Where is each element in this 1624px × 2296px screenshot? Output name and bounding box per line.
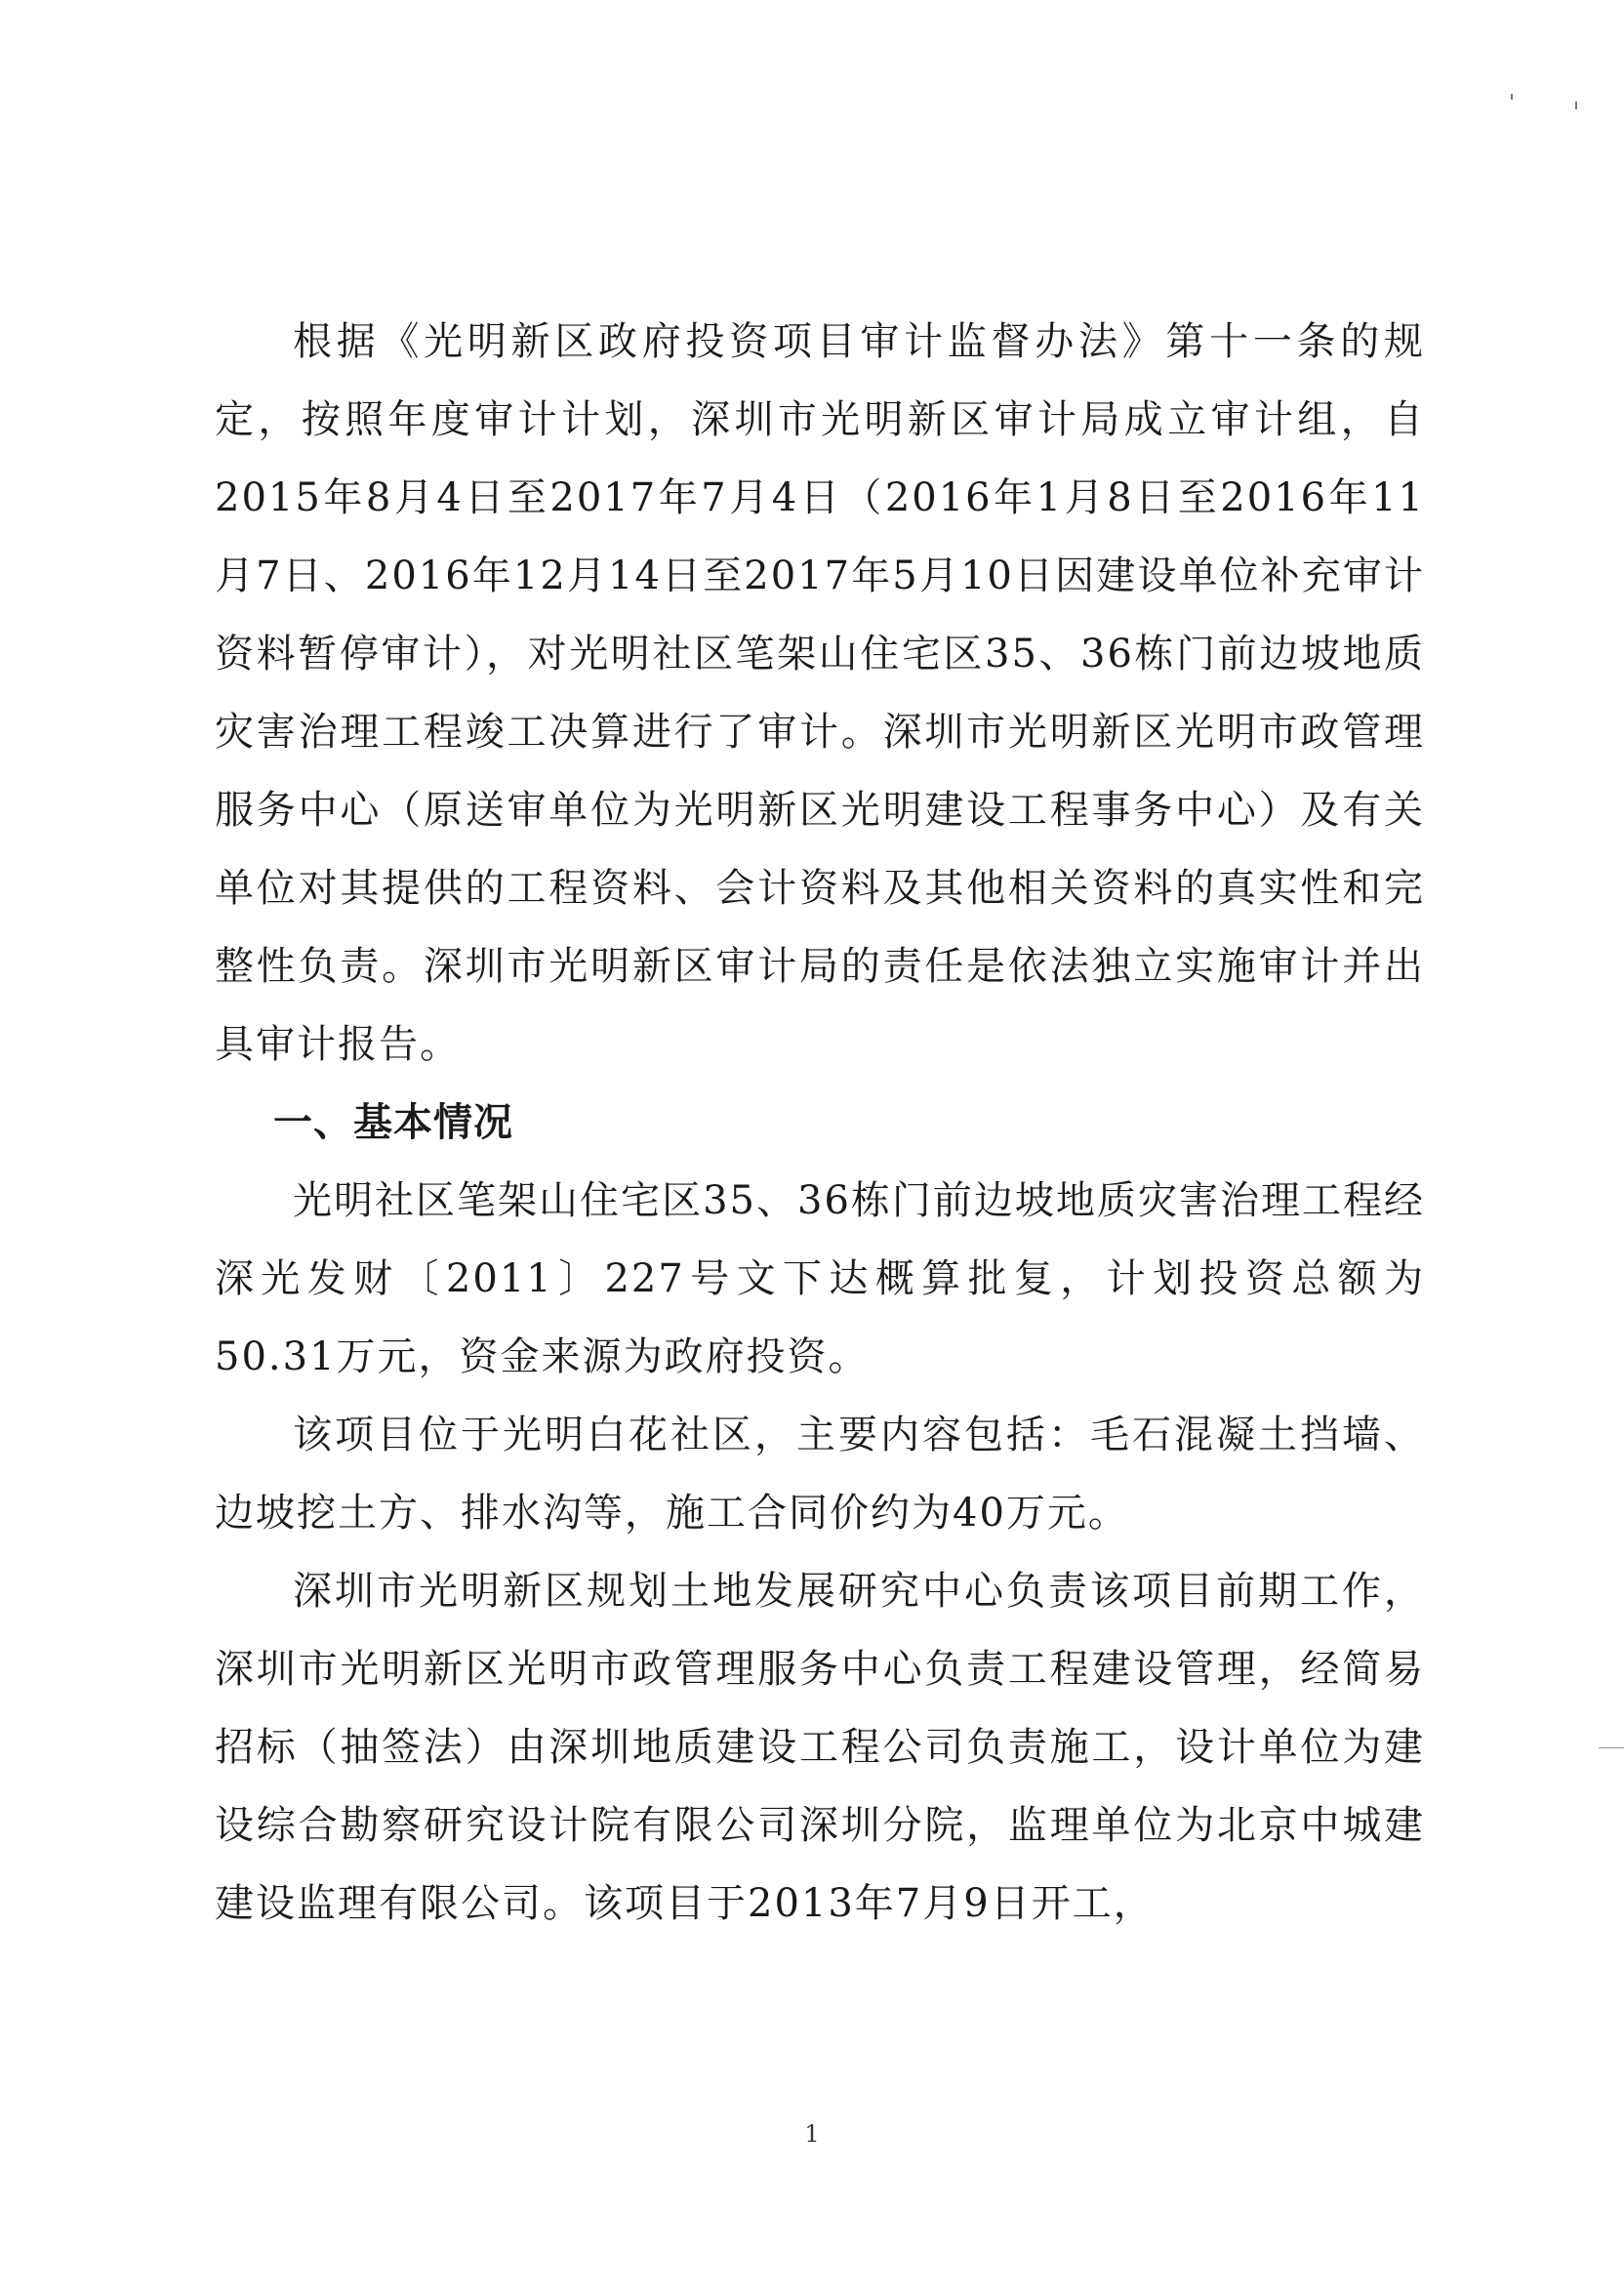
section-paragraph: 该项目位于光明白花社区，主要内容包括：毛石混凝土挡墙、边坡挖土方、排水沟等，施工合同价约为40万元。	[215, 1413, 1425, 1536]
scan-speck	[1511, 94, 1513, 100]
scan-speck	[1575, 102, 1577, 109]
intro-paragraph: 根据《光明新区政府投资项目审计监督办法》第十一条的规定，按照年度审计计划，深圳市光明新区审计局成立审计组，自2015年8月4日至2017年7月4日（2016年1月8日至2016年11月7日、2016年12月14日至2017年5月10日因建设单位补充审计资料暂停审计），对光明社区笔架山住宅区35、36栋门前边坡地质灾害治理工程竣工决算进行了审计。深圳市光明新区光明市政管理服务中心（原送审单位为光明新区光明建设工程事务中心）及有关单位对其提供的工程资料、会计资料及其他相关资料的真实性和完整性负责。深圳市光明新区审计局的责任是依法独立实施审计并出具审计报告。	[215, 319, 1425, 1067]
section-heading: 一、基本情况	[273, 1100, 513, 1145]
section-paragraph: 光明社区笔架山住宅区35、36栋门前边坡地质灾害治理工程经深光发财〔2011〕227号文下达概算批复，计划投资总额为50.31万元，资金来源为政府投资。	[215, 1178, 1425, 1379]
scan-edge-line	[1599, 1747, 1624, 1748]
page-number: 1	[804, 2120, 820, 2148]
section-paragraph: 深圳市光明新区规划土地发展研究中心负责该项目前期工作，深圳市光明新区光明市政管理服务中心负责工程建设管理，经简易招标（抽签法）由深圳地质建设工程公司负责施工，设计单位为建设综合勘察研究设计院有限公司深圳分院，监理单位为北京中城建建设监理有限公司。该项目于2013年7月9日开工，	[215, 1569, 1425, 1926]
document-body	[215, 303, 1425, 1943]
